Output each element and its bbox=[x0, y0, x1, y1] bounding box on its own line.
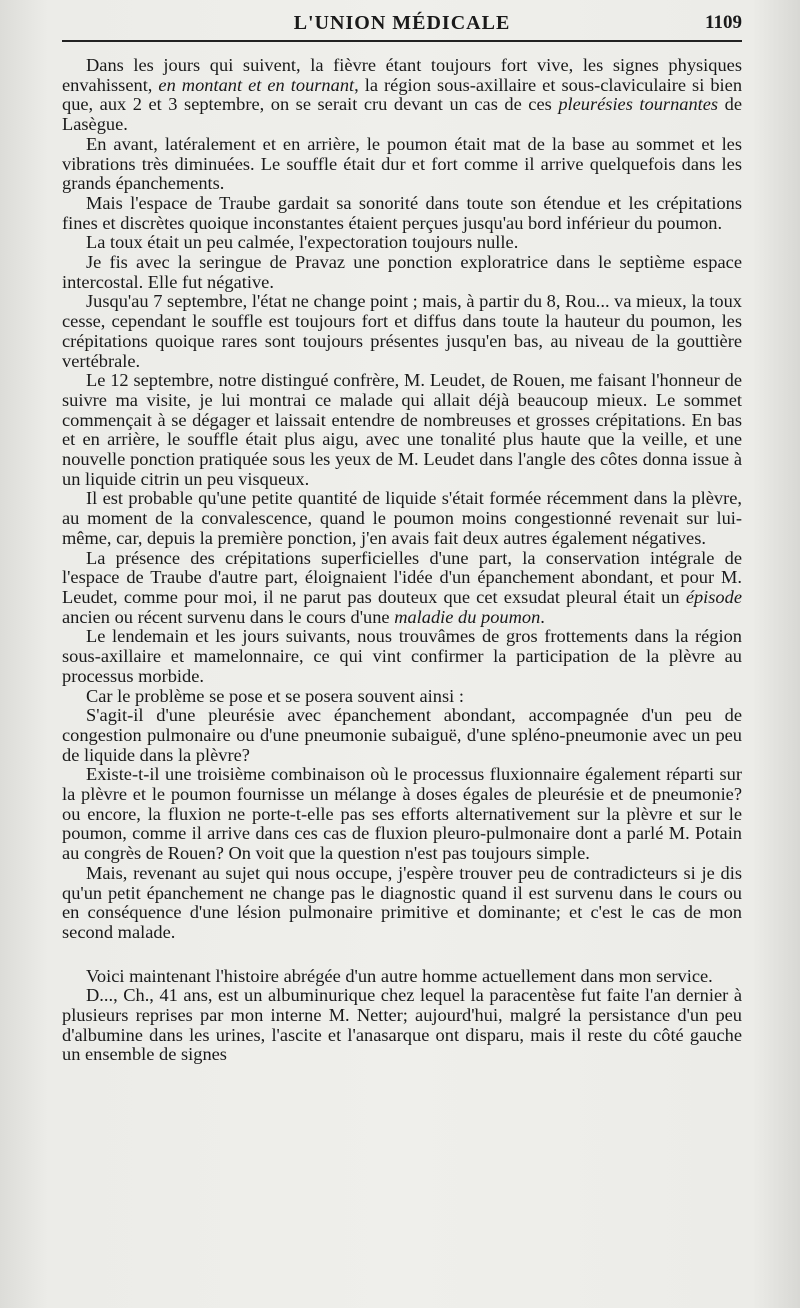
paragraph bbox=[62, 56, 742, 135]
text-run: Le 12 septembre, notre distingué confrère, M. Leudet, de Rouen, me faisant l'honneur de suivre ma visite, je lui montrai ce malade qui allait déjà beaucoup mieux. Le sommet commençait à se dégager et laissait entendre de nombreuses et grosses crépitations. En bas et en arrière, le souffle était plus aigu, avec une tonalité plus haute que la veille, et une nouvelle ponction pratiquée sous les yeux de M. Leudet dans l'angle des côtes donna issue à un liquide citrin un peu visqueux. bbox=[62, 370, 742, 489]
paragraph bbox=[62, 135, 742, 194]
text-run: , la région sous-axillaire et sous-claviculaire si bien que, aux 2 et 3 septembre, on se serait cru devant un cas de ces bbox=[62, 74, 743, 115]
italic-text: en montant et en tournant bbox=[158, 74, 355, 95]
paragraph bbox=[62, 253, 742, 292]
paragraph bbox=[62, 706, 742, 765]
text-run: Car le problème se pose et se posera souvent ainsi : bbox=[86, 685, 464, 706]
running-title: L'UNION MÉDICALE bbox=[293, 12, 511, 34]
text-run: Voici maintenant l'histoire abrégée d'un autre homme actuellement dans mon service. bbox=[86, 965, 713, 986]
header-rule bbox=[62, 40, 742, 42]
body-text bbox=[62, 56, 742, 1065]
text-run: Le lendemain et les jours suivants, nous trouvâmes de gros frottements dans la région sous-axillaire et mamelonnaire, ce qui vint confirmer la participation de la plèvre au processus morbide. bbox=[62, 626, 742, 686]
italic-text: maladie du poumon bbox=[394, 606, 541, 627]
paragraph bbox=[62, 371, 742, 489]
paragraph bbox=[62, 549, 742, 628]
text-run: La toux était un peu calmée, l'expectoration toujours nulle. bbox=[86, 232, 519, 253]
paragraph bbox=[62, 967, 742, 987]
text-run: Dans les jours qui suivent, la fièvre étant toujours fort vive, les signes physiques envahissent, bbox=[62, 55, 742, 95]
paragraph bbox=[62, 489, 742, 548]
paragraph bbox=[62, 233, 742, 253]
text-run: . bbox=[540, 606, 545, 627]
paragraph bbox=[62, 292, 742, 371]
paragraph bbox=[62, 627, 742, 686]
text-run: ancien ou récent survenu dans le cours d'une bbox=[62, 606, 395, 627]
text-run: D..., Ch., 41 ans, est un albuminurique chez lequel la paracentèse fut faite l'an dernier à plusieurs reprises par mon interne M. Netter; aujourd'hui, malgré la persistance d'un peu d'albumine dans les urines, l'ascite et l'anasarque ont disparu, mais il reste du côté gauche un ensemble de signes bbox=[62, 985, 742, 1065]
page-number: 1109 bbox=[705, 12, 742, 33]
text-run: La présence des crépitations superficielles d'une part, la conservation intégrale de l'espace de Traube d'autre part, éloignaient l'idée d'un épanchement abondant, et pour M. Leudet, comme pour moi, il ne parut pas douteux que cet exsudat pleural était un bbox=[62, 547, 742, 607]
text-run: Il est probable qu'une petite quantité de liquide s'était formée récemment dans la plèvre, au moment de la convalescence, quand le poumon moins congestionné revenait sur lui-même, car, depuis la première ponction, j'en avais fait deux autres également négatives. bbox=[62, 488, 742, 548]
italic-text: pleurésies tournantes bbox=[558, 94, 719, 115]
paragraph bbox=[62, 986, 742, 1065]
text-run: En avant, latéralement et en arrière, le poumon était mat de la base au sommet et les vibrations très diminuées. Le souffle était dur et fort comme il arrive quelquefois dans les grands épanchements. bbox=[62, 133, 742, 194]
text-run: Jusqu'au 7 septembre, l'état ne change point ; mais, à partir du 8, Rou... va mieux, la toux cesse, cependant le souffle est toujours fort et diffus dans toute la hauteur du poumon, les crépitations quoique rares sont toujours présentes jusqu'en bas, au niveau de la gouttière vertébrale. bbox=[62, 291, 742, 371]
text-run: Mais, revenant au sujet qui nous occupe, j'espère trouver peu de contradicteurs si je dis qu'un petit épanchement ne change pas le diagnostic quand il est survenu dans le cours ou en conséquence d'une lésion pulmonaire primitive et dominante; et c'est le cas de mon second malade. bbox=[62, 862, 742, 942]
paragraph bbox=[62, 765, 742, 864]
page-header bbox=[62, 8, 742, 38]
text-run: de Lasègue. bbox=[62, 94, 742, 135]
text-run: Mais l'espace de Traube gardait sa sonorité dans toute son étendue et les crépitations fines et discrètes quoique inconstantes étaient perçues jusqu'au bord inférieur du poumon. bbox=[62, 192, 742, 233]
text-run: Je fis avec la seringue de Pravaz une ponction exploratrice dans le septième espace intercostal. Elle fut négative. bbox=[62, 252, 742, 292]
text-run: S'agit-il d'une pleurésie avec épanchement abondant, accompagnée d'un peu de congestion pulmonaire ou d'une pneumonie subaiguë, d'une spléno-pneumonie avec un peu de liquide dans la plèvre? bbox=[62, 705, 742, 765]
paragraph bbox=[62, 687, 742, 707]
paragraph bbox=[62, 194, 742, 233]
italic-text: épisode bbox=[685, 586, 742, 607]
paragraph bbox=[62, 864, 742, 943]
text-run: Existe-t-il une troisième combinaison où le processus fluxionnaire également réparti sur la plèvre et le poumon fournisse un mélange à doses égales de pleurésie et de pneumonie? ou encore, la fluxion ne porte-t-elle pas ses efforts alternativement sur la plèvre et sur le poumon, comme il arrive dans ces cas de fluxion pleuro-pulmonaire dont a parlé M. Potain au congrès de Rouen? On voit que la question n'est pas toujours simple. bbox=[62, 764, 742, 864]
